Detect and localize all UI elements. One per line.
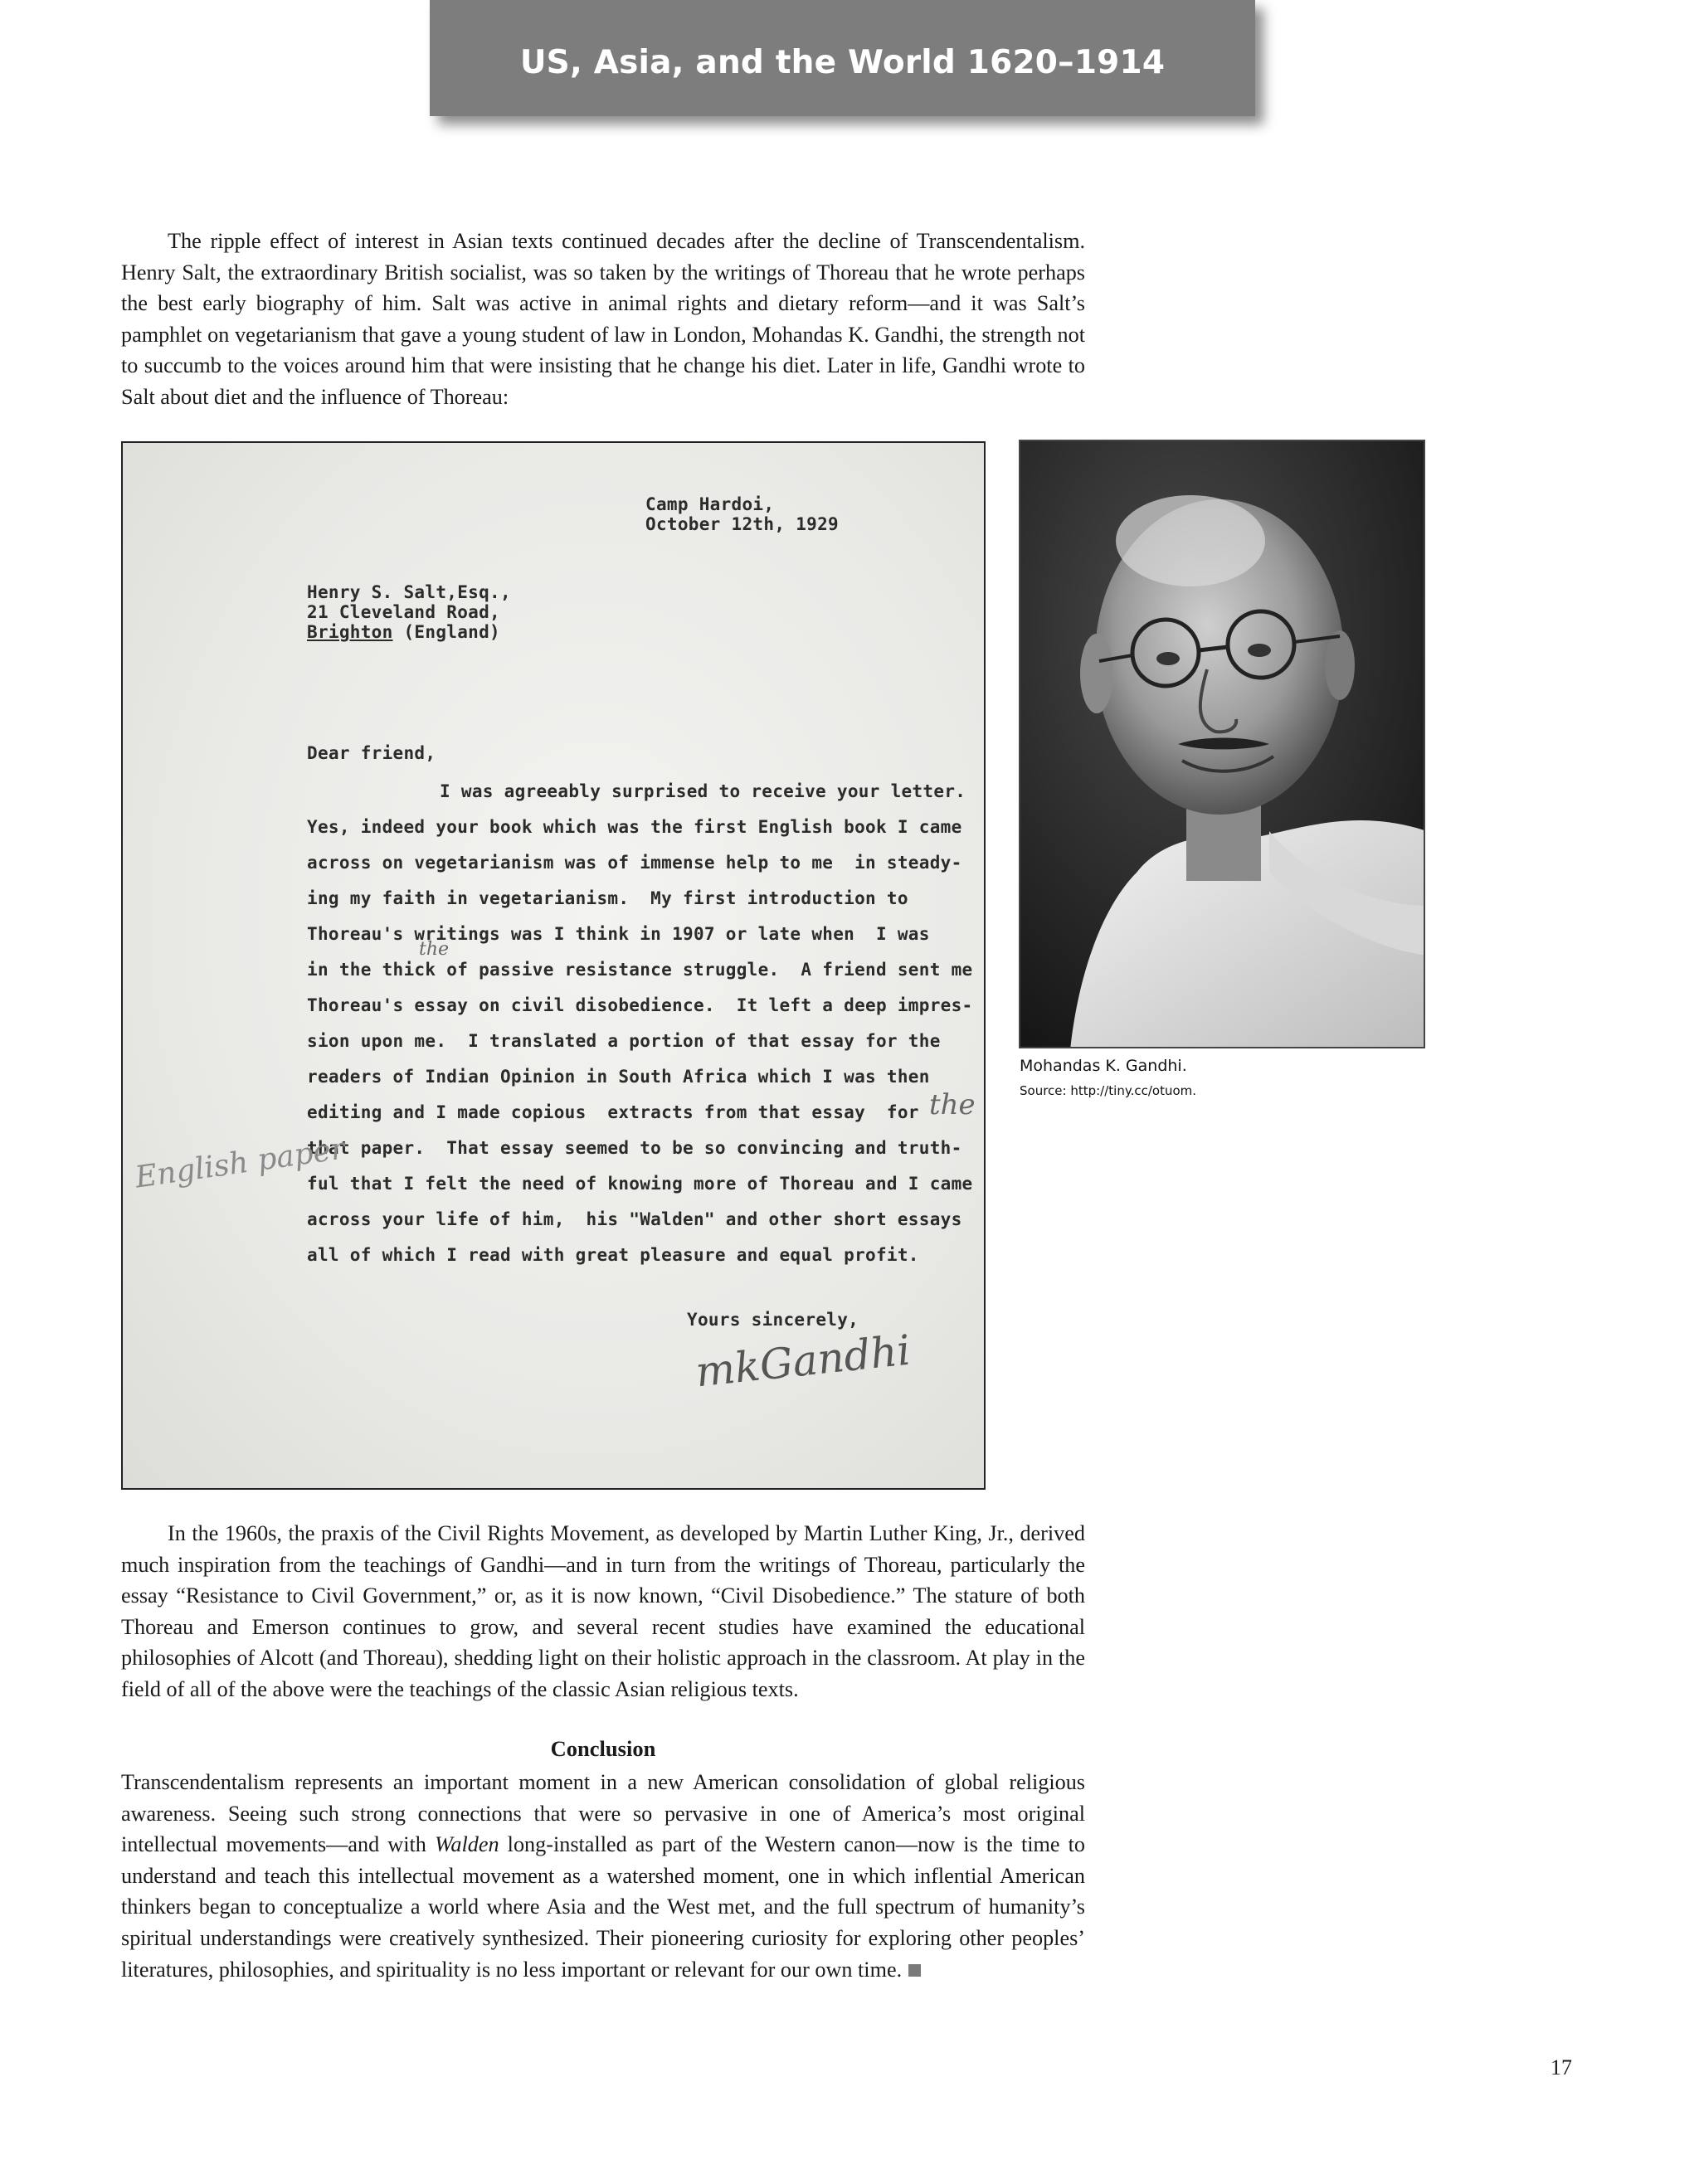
letter-line: across on vegetarianism was of immense help to me in steady-: [307, 853, 962, 873]
gandhi-letter-image: [121, 441, 986, 1490]
handwritten-the-insertion: the: [929, 1088, 976, 1121]
conclusion-heading: Conclusion: [550, 1736, 656, 1761]
letter-line: sion upon me. I translated a portion of that essay for the: [307, 1031, 941, 1051]
walden-title: Walden: [434, 1832, 499, 1857]
letter-place: Camp Hardoi,: [645, 494, 775, 514]
portrait-illustration: [1020, 441, 1425, 1048]
letter-line: I was agreeably surprised to receive your letter.: [440, 781, 966, 801]
letter-closing: Yours sincerely,: [687, 1310, 859, 1330]
letter-line: Yes, indeed your book which was the first English book I came: [307, 817, 962, 837]
header-title: US, Asia, and the World 1620–1914: [519, 43, 1166, 81]
letter-addressee-3: Brighton (England): [307, 622, 500, 642]
end-of-article-mark: [908, 1964, 921, 1977]
page-number: 17: [1551, 2055, 1572, 2079]
handwritten-margin-note: English paper: [133, 1131, 348, 1195]
letter-line: that paper. That essay seemed to be so convincing and truth-: [307, 1138, 962, 1158]
letter-line: Thoreau's writings was I think in 1907 or late when I was: [307, 924, 930, 944]
letter-date: October 12th, 1929: [645, 514, 839, 534]
letter-line: in the thick of passive resistance struggle. A friend sent me: [307, 960, 973, 980]
letter-line: readers of Indian Opinion in South Africa which I was then: [307, 1067, 930, 1087]
header-band: [430, 0, 1255, 116]
body-paragraph-1: The ripple effect of interest in Asian texts continued decades after the decline of Transcendentalism. Henry Salt, the extraordinary British socialist, was so taken by the writings of Thoreau that he wrote perhaps the best early biography of him. Salt was active in animal rights and dietary reform—and it was Salt’s pamphlet on vegetarianism that gave a young student of law in London, Mohandas K. Gandhi, the strength not to succumb to the voices around him that were insisting that he change his diet. Later in life, Gandhi wrote to Salt about diet and the influence of Thoreau:: [121, 229, 1085, 409]
letter-addressee-2: 21 Cleveland Road,: [307, 602, 500, 622]
letter-addressee-1: Henry S. Salt,Esq.,: [307, 582, 511, 602]
photo-source: Source: http://tiny.cc/otuom.: [1020, 1083, 1197, 1098]
gandhi-portrait-photo: [1019, 440, 1425, 1048]
letter-line: Thoreau's essay on civil disobedience. It left a deep impres-: [307, 995, 973, 1015]
letter-signature: mkGandhi: [693, 1325, 913, 1397]
letter-line: ful that I felt the need of knowing more of Thoreau and I came: [307, 1174, 973, 1194]
letter-salutation: Dear friend,: [307, 743, 436, 763]
photo-caption: Mohandas K. Gandhi.: [1020, 1057, 1187, 1075]
letter-line: editing and I made copious extracts from that essay for: [307, 1102, 919, 1122]
handwritten-the-insertion: the: [419, 939, 450, 960]
body-paragraph-3: Transcendentalism represents an important moment in a new American consolidation of global religious awareness. Seeing such strong connections that were so pervasive in one of America’s most original intellectual movements—and with Walden long-installed as part of the Western canon—now is the time to understand and teach this intellectual movement as a watershed moment, one in which inflential American thinkers began to conceptualize a world where Asia and the West met, and the full spectrum of humanity’s spiritual understandings were creatively synthesized. Their pioneering curiosity for exploring other peoples’ literatures, philosophies, and spirituality is no less important or relevant for our own time.: [121, 1770, 1086, 1982]
body-paragraph-2: In the 1960s, the praxis of the Civil Rights Movement, as developed by Martin Luther King, Jr., derived much inspiration from the teachings of Gandhi—and in turn from the writings of Thoreau, particularly the essay “Resistance to Civil Government,” or, as it is now known, “Civil Disobedience.” The stature of both Thoreau and Emerson continues to grow, and several recent studies have examined the educational philosophies of Alcott (and Thoreau), shedding light on their holistic approach in the classroom. At play in the field of all of the above were the teachings of the classic Asian religious texts.: [121, 1521, 1085, 1701]
letter-line: ing my faith in vegetarianism. My first introduction to: [307, 888, 908, 908]
letter-line: across your life of him, his "Walden" and other short essays: [307, 1209, 962, 1229]
letter-line: all of which I read with great pleasure and equal profit.: [307, 1245, 919, 1265]
